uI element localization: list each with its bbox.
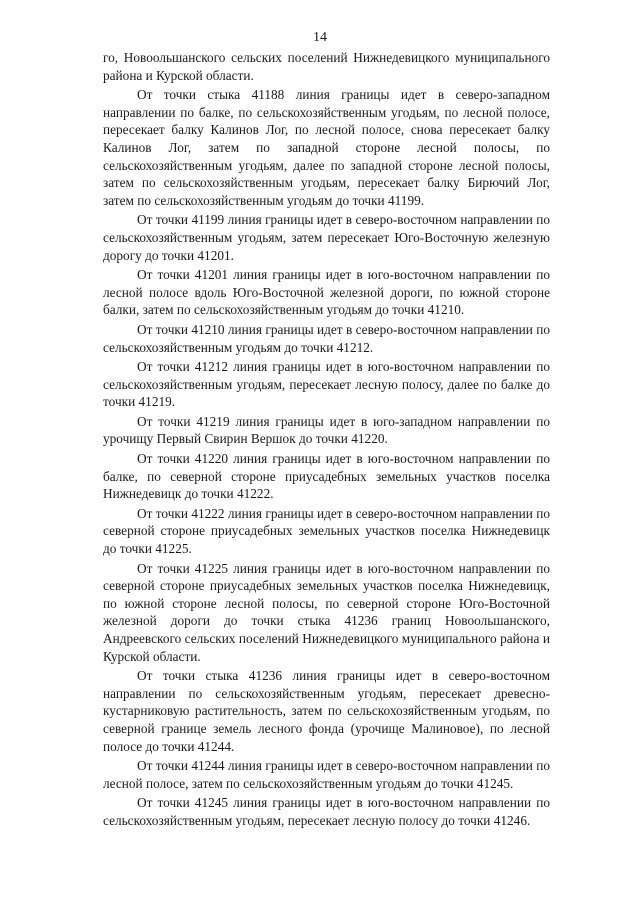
paragraph: От точки 41245 линия границы идет в юго-восточном направлении по сельскохозяйственным угодьям, пересекает лесную полосу до точки 41246.: [103, 795, 550, 828]
paragraph: От точки 41220 линия границы идет в юго-восточном направлении по балке, по северной стороне приусадебных земельных участков поселка Нижнедевицк до точки 41222.: [103, 451, 550, 502]
page-number: 14: [313, 30, 327, 45]
paragraph: От точки 41199 линия границы идет в северо-восточном направлении по сельскохозяйственным угодьям, затем пересекает Юго-Восточную железную дорогу до точки 41201.: [103, 212, 550, 263]
paragraph: От точки 41219 линия границы идет в юго-западном направлении по урочищу Первый Свирин Вершок до точки 41220.: [103, 413, 550, 447]
paragraph: го, Новоольшанского сельских поселений Нижнедевицкого муниципального района и Курской области.: [103, 50, 550, 83]
paragraph: От точки 41225 линия границы идет в юго-восточном направлении по северной стороне приусадебных земельных участков поселка Нижнедевицк, по южной стороне лесной полосы, по северной стороне Юго-Восточной железной дороги до точки стыка 41236 границ Новоольшанского, Андреевского сельских поселений Нижнедевицкого муниципального района и Курской области.: [103, 560, 550, 664]
paragraph: От точки 41212 линия границы идет в юго-восточном направлении по сельскохозяйственным угодьям, пересекает лесную полосу, далее по балке до точки 41219.: [103, 359, 550, 410]
paragraph: От точки 41201 линия границы идет в юго-восточном направлении по лесной полосе вдоль Юго-Восточной железной дороги, по южной стороне балки, затем по сельскохозяйственным угодьям до точки 41210.: [103, 267, 550, 318]
paragraph: От точки стыка 41236 линия границы идет в северо-восточном направлении по сельскохозяйственным угодьям, пересекает древесно-кустарниковую растительность, затем по сельскохозяйственным угодьям, по северной границе земель лесного фонда (урочище Малиновое), по лесной полосе до точки 41244.: [103, 668, 550, 754]
paragraph: От точки 41210 линия границы идет в северо-восточном направлении по сельскохозяйственным угодьям до точки 41212.: [103, 321, 550, 355]
paragraph: От точки стыка 41188 линия границы идет в северо-западном направлении по балке, по сельскохозяйственным угодьям, по лесной полосе, пересекает балку Калинов Лог, по лесной полосе, снова пересекает балку Калинов Лог, затем по западной стороне лесной полосы, по сельскохозяйственным угодьям, далее по западной стороне лесной полосы, затем по сельскохозяйственным угодьям, пересекает балку Бирючий Лог, затем по сельскохозяйственным угодьям до точки 41199.: [103, 87, 550, 208]
paragraph: От точки 41244 линия границы идет в северо-восточном направлении по лесной полосе, затем по сельскохозяйственным угодьям до точки 41245.: [103, 758, 550, 791]
document-body: [103, 49, 550, 832]
paragraph: От точки 41222 линия границы идет в северо-восточном направлении по северной стороне приусадебных земельных участков поселка Нижнедевицк до точки 41225.: [103, 505, 550, 557]
